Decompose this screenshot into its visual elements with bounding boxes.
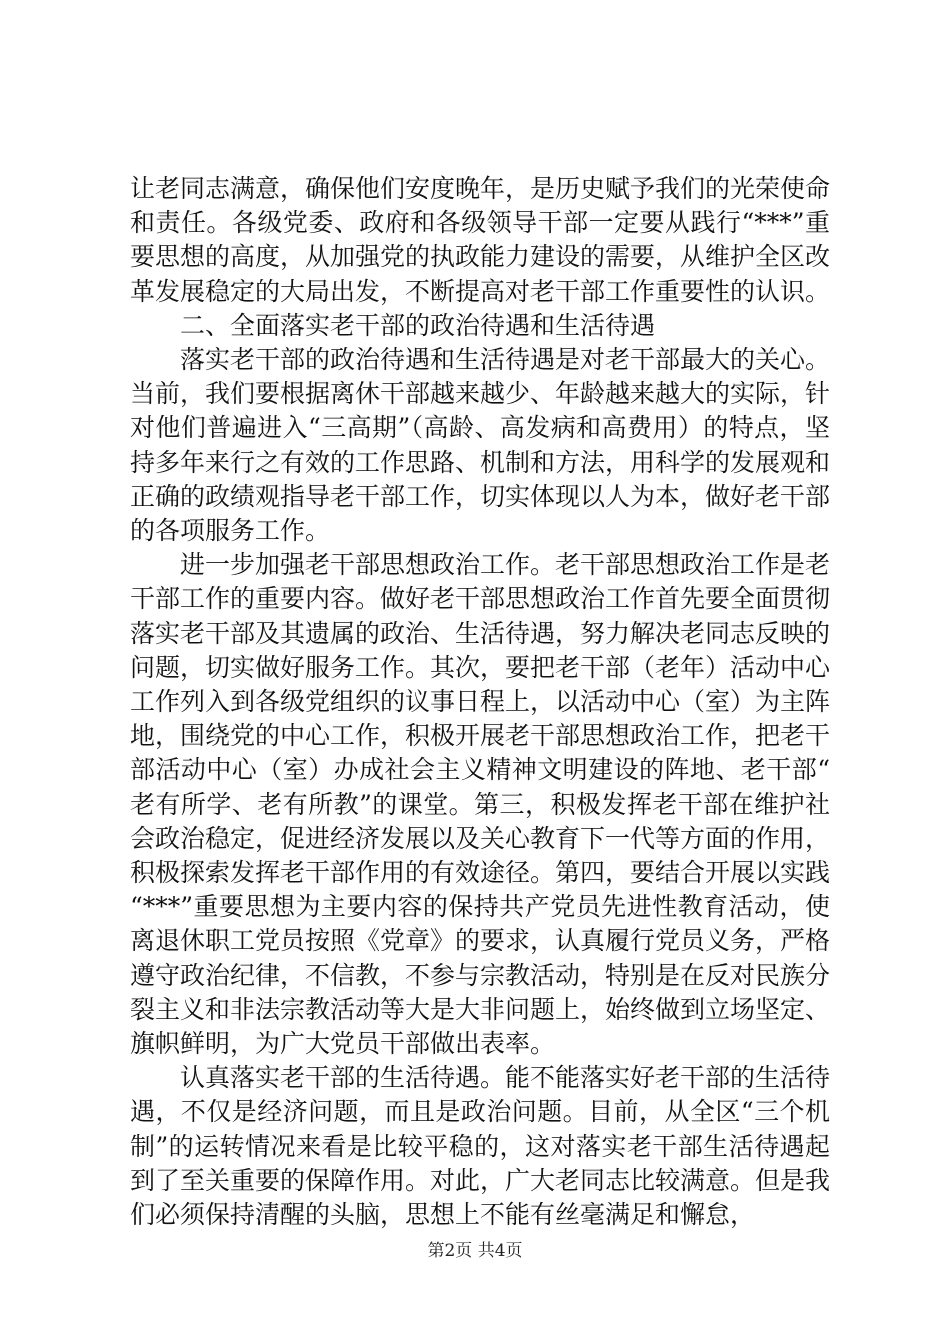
paragraph-1: 让老同志满意，确保他们安度晚年，是历史赋予我们的光荣使命和责任。各级党委、政府和各级领导干部一定要从践行“***”重要思想的高度，从加强党的执政能力建设的需要，从维护全区改革发展稳定的大局出发，不断提高对老干部工作重要性的认识。 [130,174,831,306]
document-body [130,172,830,1232]
paragraph-3: 进一步加强老干部思想政治工作。老干部思想政治工作是老干部工作的重要内容。做好老干部思想政治工作首先要全面贯彻落实老干部及其遗属的政治、生活待遇，努力解决老同志反映的问题，切实做好服务工作。其次，要把老干部（老年）活动中心工作列入到各级党组织的议事日程上，以活动中心（室）为主阵地，围绕党的中心工作，积极开展老干部思想政治工作，把老干部活动中心（室）办成社会主义精神文明建设的阵地、老干部“老有所学、老有所教”的课堂。第三，积极发挥老干部在维护社会政治稳定，促进经济发展以及关心教育下一代等方面的作用，积极探索发挥老干部作用的有效途径。第四，要结合开展以实践“***”重要思想为主要内容的保持共产党员先进性教育活动，使离退休职工党员按照《党章》的要求，认真履行党员义务，严格遵守政治纪律，不信教，不参与宗教活动，特别是在反对民族分裂主义和非法宗教活动等大是大非问题上，始终做到立场坚定、旗帜鲜明，为广大党员干部做出表率。 [130,550,831,1059]
paragraph-2: 落实老干部的政治待遇和生活待遇是对老干部最大的关心。当前，我们要根据离休干部越来越少、年龄越来越大的实际，针对他们普遍进入“三高期”（高龄、高发病和高费用）的特点，坚持多年来行之有效的工作思路、机制和方法，用科学的发展观和正确的政绩观指导老干部工作，切实体现以人为本，做好老干部的各项服务工作。 [130,345,831,546]
section-heading: 二、全面落实老干部的政治待遇和生活待遇 [180,310,656,340]
page-number: 第2页 共4页 [427,1241,523,1261]
paragraph-4: 认真落实老干部的生活待遇。能不能落实好老干部的生活待遇，不仅是经济问题，而且是政治问题。目前，从全区“三个机制”的运转情况来看是比较平稳的，这对落实老干部生活待遇起到了至关重要的保障作用。对此，广大老同志比较满意。但是我们必须保持清醒的头脑，思想上不能有丝毫满足和懈怠， [130,1063,831,1230]
